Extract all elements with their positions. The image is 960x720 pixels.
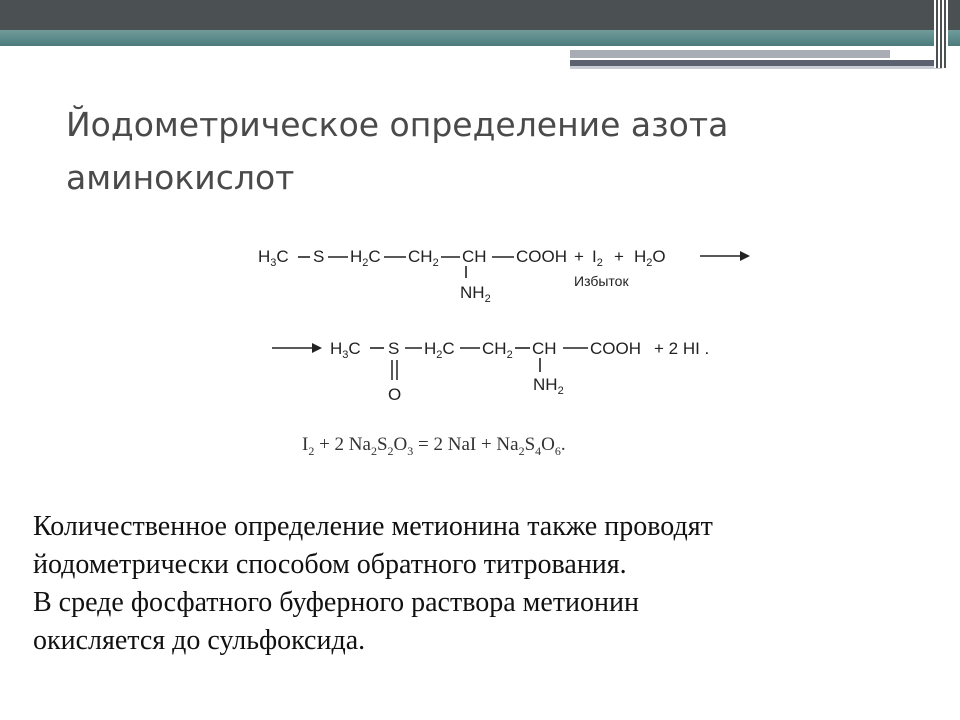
body-paragraph xyxy=(33,508,943,660)
r1-s: S xyxy=(313,247,325,266)
r1-plus2: + xyxy=(614,247,624,266)
r2-s: S xyxy=(388,339,400,358)
body-line-3: В среде фосфатного буферного раствора метионин xyxy=(33,587,639,618)
r2-ch2: $CH_2$ xyxy=(482,339,513,361)
r1-h2o: $H_2O$ xyxy=(634,247,666,269)
r1-ch2: $CH_2$ xyxy=(408,247,439,269)
reaction-3 xyxy=(302,434,566,458)
body-line-4: окисляется до сульфоксида. xyxy=(33,625,366,656)
r2-cooh: COOH xyxy=(590,339,641,358)
r1-plus1: + xyxy=(574,247,584,266)
r1-h3c: $H_3C$ xyxy=(258,247,289,269)
arrow-right-icon xyxy=(312,343,322,353)
r1-nh2: $NH_2$ xyxy=(460,283,491,305)
r1-i2: $I_2$ xyxy=(592,247,603,269)
r2-nh2: $NH_2$ xyxy=(533,375,564,397)
r2-ch: CH xyxy=(532,339,557,358)
r3-equation: $I_2 + 2$ $Na_2S_2O_3 = 2$ NaI + $Na_2S_4O_6$. xyxy=(302,434,566,458)
r1-h2c: $H_2C$ xyxy=(350,247,381,269)
r2-o: O xyxy=(388,385,402,404)
body-line-1: Количественное определение метионина также проводят xyxy=(33,511,713,542)
r2-h3c: $H_3C$ xyxy=(330,339,361,361)
r2-tail: + 2 HI . xyxy=(654,339,710,358)
reaction-2 xyxy=(272,339,709,404)
body-line-2: йодометрически способом обратного титрования. xyxy=(33,549,627,580)
r1-ch: CH xyxy=(462,247,487,266)
arrow-right-icon xyxy=(740,251,750,261)
reaction-1 xyxy=(258,247,750,305)
r1-note: Избыток xyxy=(574,273,629,289)
slide-title: Йодометрическое определение азота аминокислот xyxy=(66,105,729,197)
r1-cooh: COOH xyxy=(516,247,567,266)
r2-h2c: $H_2C$ xyxy=(424,339,455,361)
